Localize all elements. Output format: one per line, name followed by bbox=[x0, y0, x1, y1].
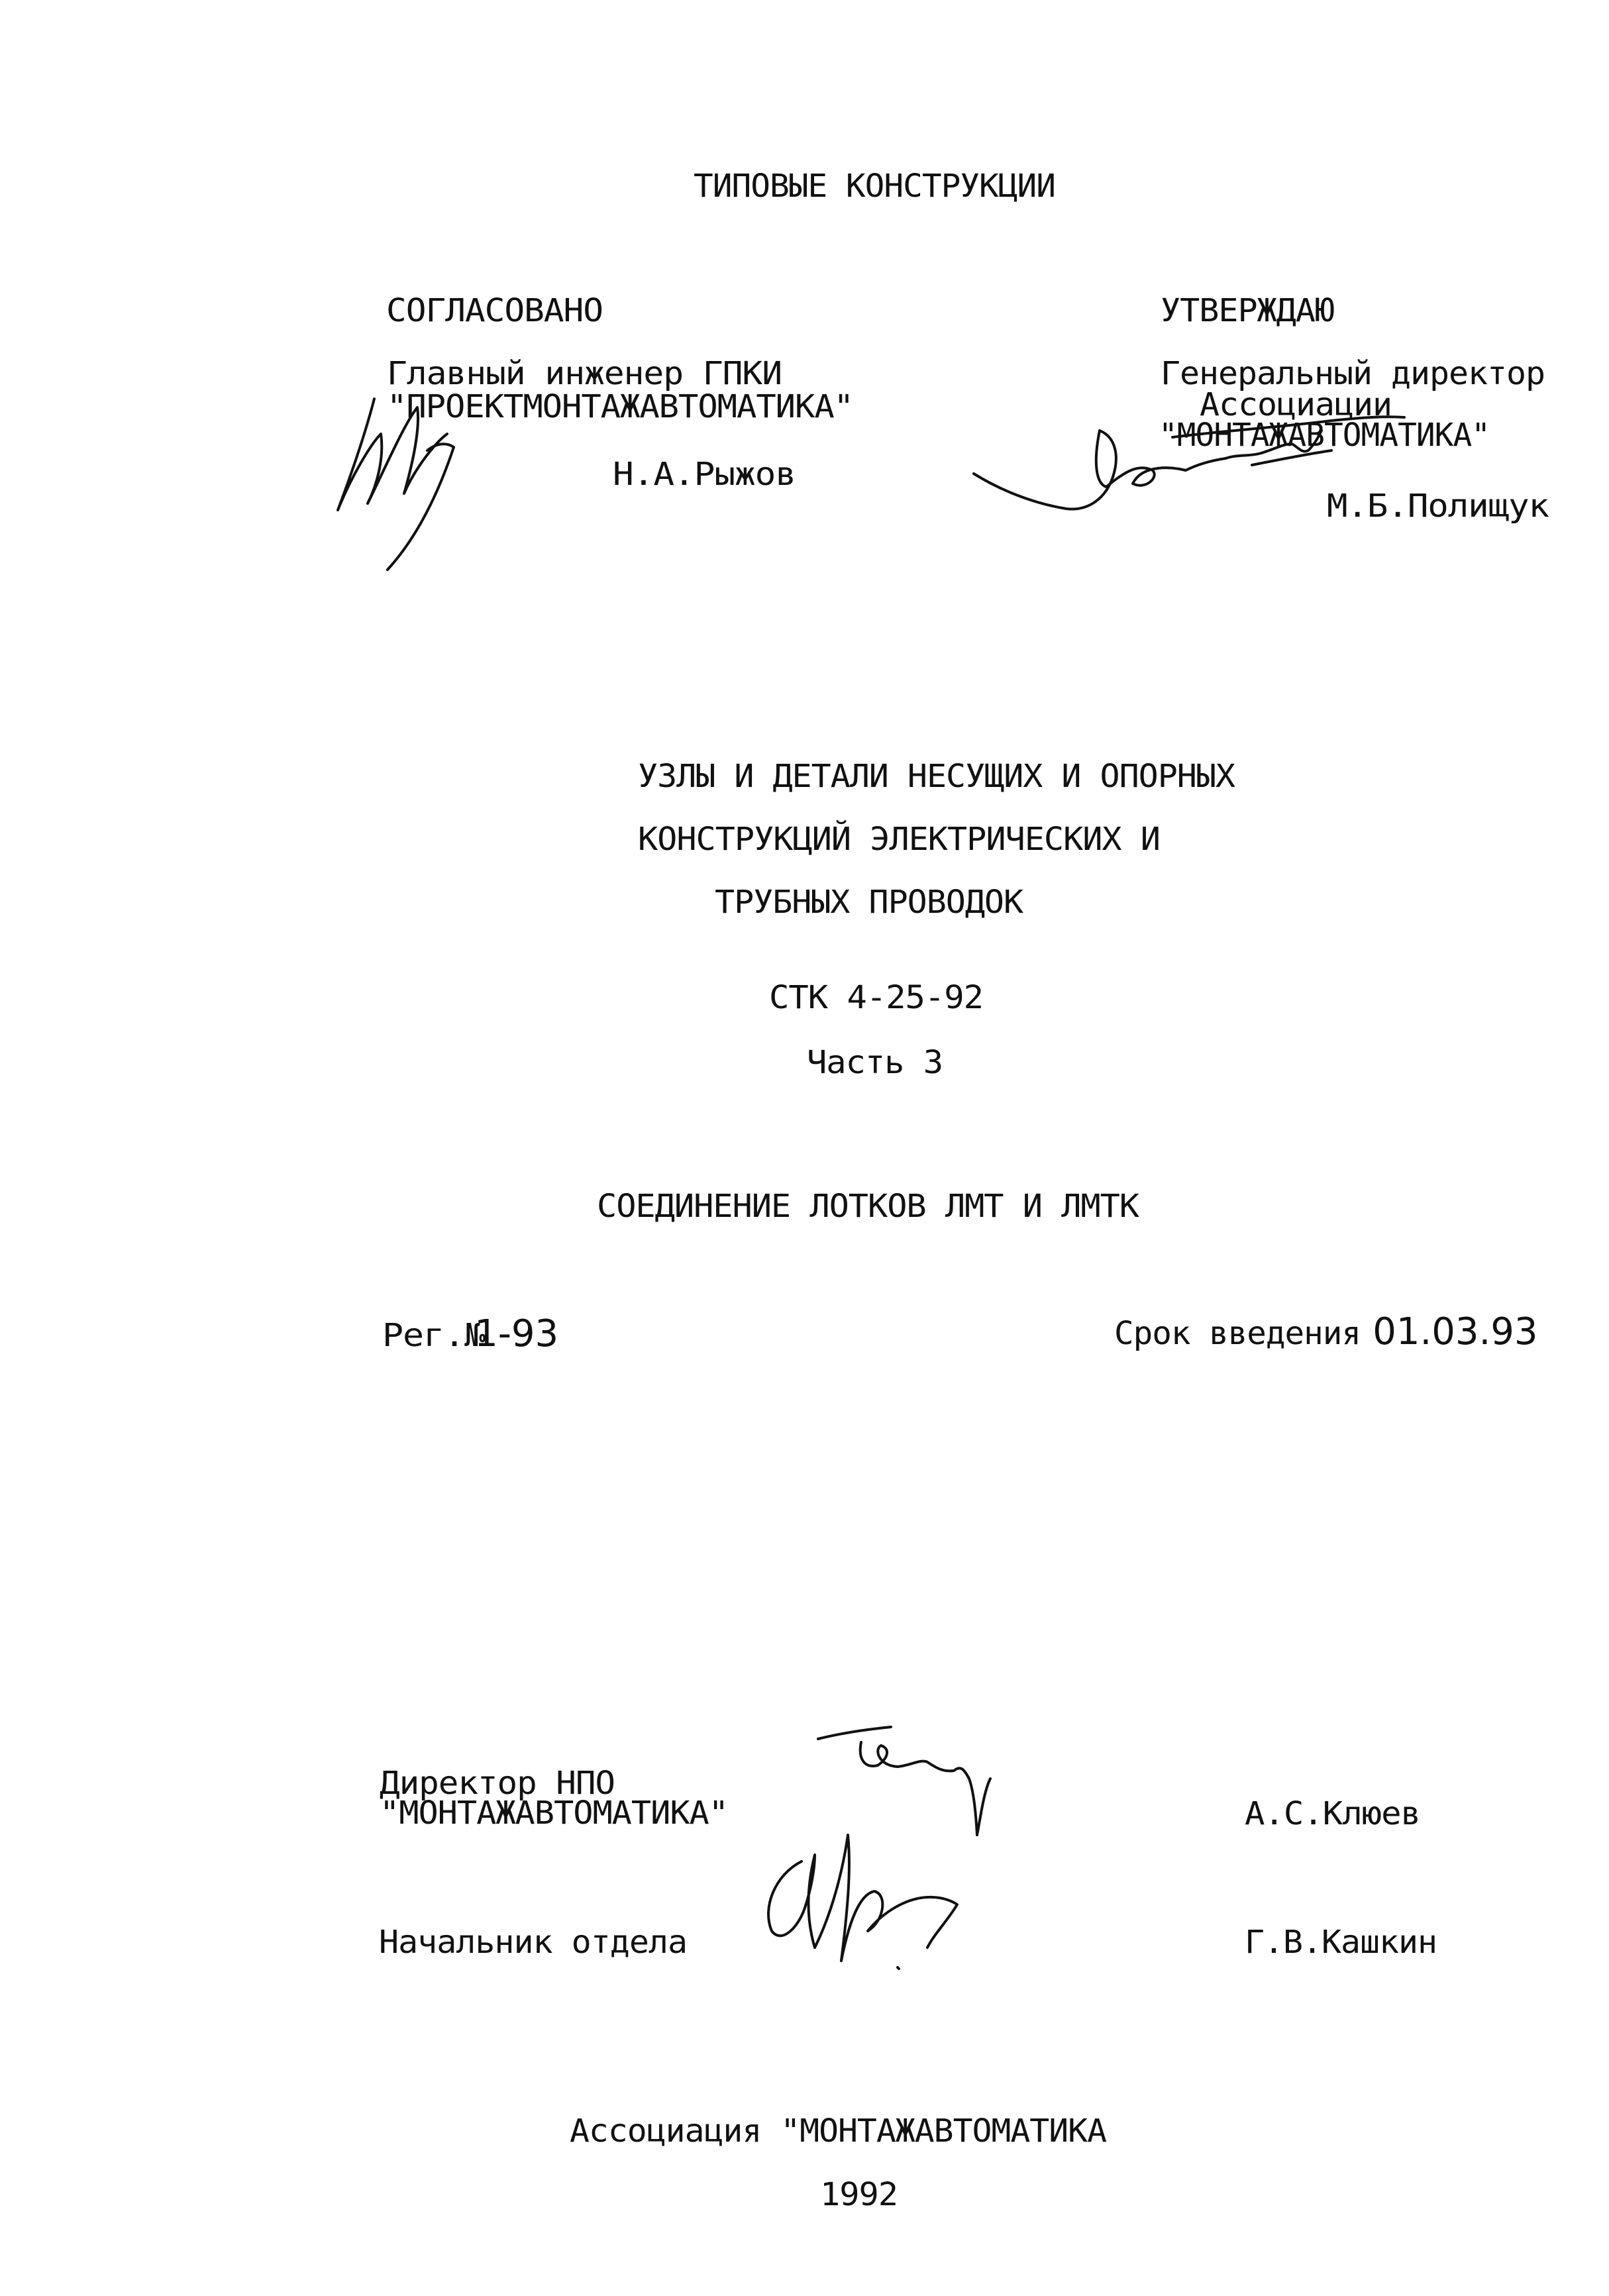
approved-position: Генеральный директор bbox=[1160, 355, 1545, 392]
approved-signature bbox=[974, 391, 1477, 523]
document-part: Часть 3 bbox=[806, 1044, 943, 1081]
director-organization: "МОНТАЖАВТОМАТИКА" bbox=[379, 1795, 728, 1832]
head-position: Начальник отдела bbox=[378, 1924, 687, 1961]
registration-number: Рег.№1-93 bbox=[382, 1312, 559, 1355]
approved-heading: УТВЕРЖДАЮ bbox=[1160, 292, 1334, 329]
approved-position-line2: Ассоциации bbox=[1199, 386, 1392, 423]
agreed-organization: "ПРОЕКТМОНТАЖАВТОМАТИКА" bbox=[386, 388, 853, 425]
agreed-name: Н.А.Рыжов bbox=[612, 456, 796, 493]
registration-number-value: 1-93 bbox=[474, 1312, 559, 1355]
agreed-signature bbox=[311, 371, 503, 570]
series-heading: ТИПОВЫЕ КОНСТРУКЦИИ bbox=[693, 168, 1055, 205]
agreed-position: Главный инженер ГПКИ bbox=[386, 355, 782, 392]
publisher: Ассоциация "МОНТАЖАВТОМАТИКА bbox=[569, 2113, 1106, 2150]
head-signature bbox=[749, 1815, 974, 1974]
head-name: Г.В.Кашкин bbox=[1244, 1924, 1437, 1961]
effective-date: Срок введения 01.03.93 bbox=[1114, 1310, 1538, 1353]
document-code: СТК 4-25-92 bbox=[768, 979, 983, 1016]
effective-date-value: 01.03.93 bbox=[1373, 1310, 1538, 1353]
title-line-3: ТРУБНЫХ ПРОВОДОК bbox=[714, 884, 1023, 921]
agreed-heading: СОГЛАСОВАНО bbox=[386, 292, 603, 329]
document-subject: СОЕДИНЕНИЕ ЛОТКОВ ЛМТ И ЛМТК bbox=[596, 1188, 1139, 1225]
approved-organization: "МОНТАЖАВТОМАТИКА" bbox=[1158, 417, 1490, 454]
approved-name: М.Б.Полищук bbox=[1326, 488, 1549, 525]
title-line-1: УЗЛЫ И ДЕТАЛИ НЕСУЩИХ И ОПОРНЫХ bbox=[637, 758, 1235, 795]
director-position: Директор НПО bbox=[379, 1765, 615, 1802]
director-name: А.С.Клюев bbox=[1244, 1795, 1420, 1832]
publication-year: 1992 bbox=[819, 2176, 898, 2213]
title-line-2: КОНСТРУКЦИЙ ЭЛЕКТРИЧЕСКИХ И bbox=[637, 821, 1160, 858]
